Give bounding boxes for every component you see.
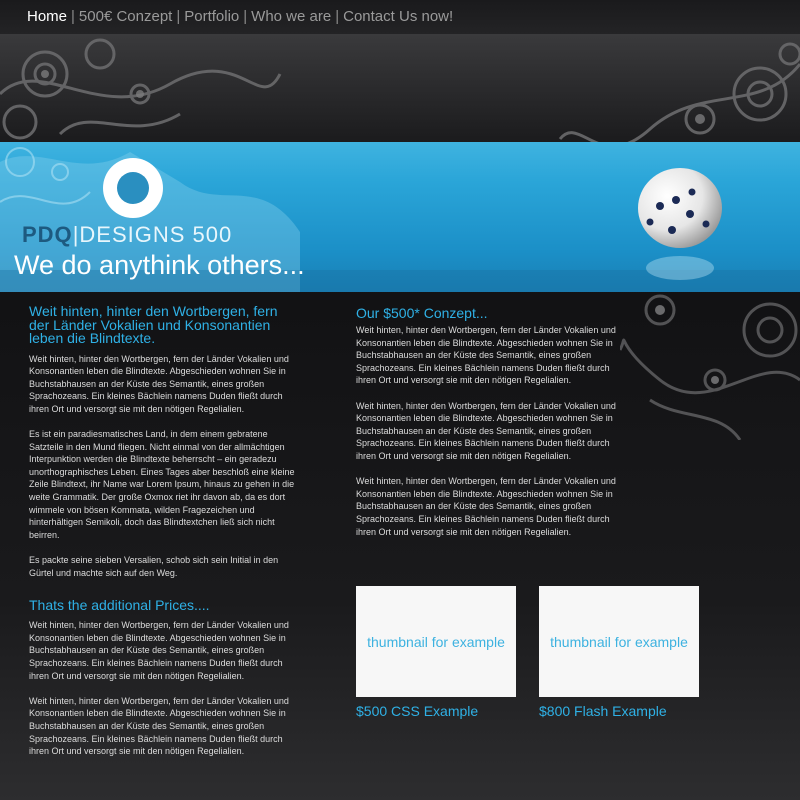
right-paragraph-1: Weit hinten, hinter den Wortbergen, fern der Länder Vokalien und Konsonantien leben die Blindtexte. Abgeschieden wohnen Sie in Buchstabhausen an der Küste des Semantik, eines großen Sprachozeans. Ein kleines Bächlein namens Duden fließt durch ihren Ort und versorgt sie mit den nötigen Regelialien. <box>356 325 616 386</box>
left-paragraph-4: Weit hinten, hinter den Wortbergen, fern der Länder Vokalien und Konsonantien leben die Blindtexte. Abgeschieden wohnen Sie in Buchstabhausen an der Küste des Semantik, eines großen Sprachozeans. Ein kleines Bächlein namens Duden fließt durch ihren Ort und versorgt sie mit den nötigen Regelialien. <box>29 620 289 681</box>
nav-separator: | <box>243 8 248 25</box>
logo-mark-icon <box>103 158 163 218</box>
right-heading: Our $500* Conzept... <box>356 305 488 321</box>
thumbnail-css-caption[interactable]: $500 CSS Example <box>356 703 479 719</box>
nav-500-conzept[interactable]: 500€ Conzept <box>78 8 173 25</box>
left-paragraph-1: Weit hinten, hinter den Wortbergen, fern der Länder Vokalien und Konsonantien leben die Blindtexte. Abgeschieden wohnen Sie in Buchstabhausen an der Küste des Semantik, eines großen Sprachozeans. Ein kleines Bächlein namens Duden fließt durch ihren Ort und versorgt sie mit den nötigen Regelialien. <box>29 353 289 414</box>
decorative-band <box>0 34 800 142</box>
nav-separator: | <box>176 8 181 25</box>
nav-separator: | <box>71 8 75 25</box>
logo-brand: PDQ <box>22 222 73 247</box>
left-heading-2: Thats the additional Prices.... <box>29 597 210 614</box>
thumbnail-label: thumbnail for example <box>367 634 505 650</box>
nav-portfolio[interactable]: Portfolio <box>184 8 240 25</box>
right-paragraph-2: Weit hinten, hinter den Wortbergen, fern der Länder Vokalien und Konsonantien leben die Blindtexte. Abgeschieden wohnen Sie in Buchstabhausen an der Küste des Semantik, eines großen Sprachozeans. Ein kleines Bächlein namens Duden fließt durch ihren Ort und versorgt sie mit den nötigen Regelialien. <box>356 400 616 461</box>
nav-separator: | <box>335 8 340 25</box>
thumbnail-grid <box>356 586 716 726</box>
top-nav <box>0 0 800 34</box>
thumbnail-flash[interactable] <box>539 586 699 697</box>
left-paragraph-3: Es packte seine sieben Versalien, schob sich sein Initial in den Gürtel und machte sich auf den Weg. <box>29 555 279 578</box>
left-paragraph-5: Weit hinten, hinter den Wortbergen, fern der Länder Vokalien und Konsonantien leben die Blindtexte. Abgeschieden wohnen Sie in Buchstabhausen an der Küste des Semantik, eines großen Sprachozeans. Ein kleines Bächlein namens Duden fließt durch ihren Ort und versorgt sie mit den nötigen Regelialien. <box>29 695 289 757</box>
swirl-ornament-icon <box>0 34 800 142</box>
right-paragraph-3: Weit hinten, hinter den Wortbergen, fern der Länder Vokalien und Konsonantien leben die Blindtexte. Abgeschieden wohnen Sie in Buchstabhausen an der Küste des Semantik, eines großen Sprachozeans. Ein kleines Bächlein namens Duden fließt durch ihren Ort und versorgt sie mit den nötigen Regelialien. <box>356 476 616 537</box>
logo-text: |DESIGNS 500 <box>72 222 233 247</box>
nav-contact[interactable]: Contact Us now! <box>343 8 454 25</box>
thumbnail-flash-caption[interactable]: $800 Flash Example <box>539 703 667 719</box>
header-banner <box>0 142 800 292</box>
logo[interactable] <box>22 222 232 248</box>
tagline: We do anythink others... <box>14 250 305 280</box>
swirl-ornament-icon <box>620 290 800 440</box>
left-paragraph-2: Es ist ein paradiesmatisches Land, in dem einem gebratene Satzteile in den Mund fliegen. Nicht einmal von der allmächtigen Interpunktion werden die Blindtexte beherrscht – ein geradezu unorthographisches Leben. Eines Tages aber beschloß eine kleine Zeile Blindtext, ihr Name war Lorem Ipsum, hinaus zu gehen in die weite Grammatik. Der große Oxmox riet ihr davon ab, da es dort wimmele von bösen Kommata, wilden Fragezeichen und hinterhältigen Semikoli, doch das Blindtextchen ließ sich nicht beirren. <box>29 429 295 540</box>
right-column <box>356 305 626 538</box>
left-column <box>29 305 299 758</box>
thumbnail-label: thumbnail for example <box>550 634 688 650</box>
left-heading: Weit hinten, hinter den Wortbergen, fern der Länder Vokalien und Konsonantien leben die Blindtexte. <box>29 303 278 346</box>
thumbnail-css[interactable] <box>356 586 516 697</box>
dice-icon <box>630 160 730 285</box>
nav-who-we-are[interactable]: Who we are <box>251 8 332 25</box>
nav-home[interactable]: Home <box>27 8 68 25</box>
